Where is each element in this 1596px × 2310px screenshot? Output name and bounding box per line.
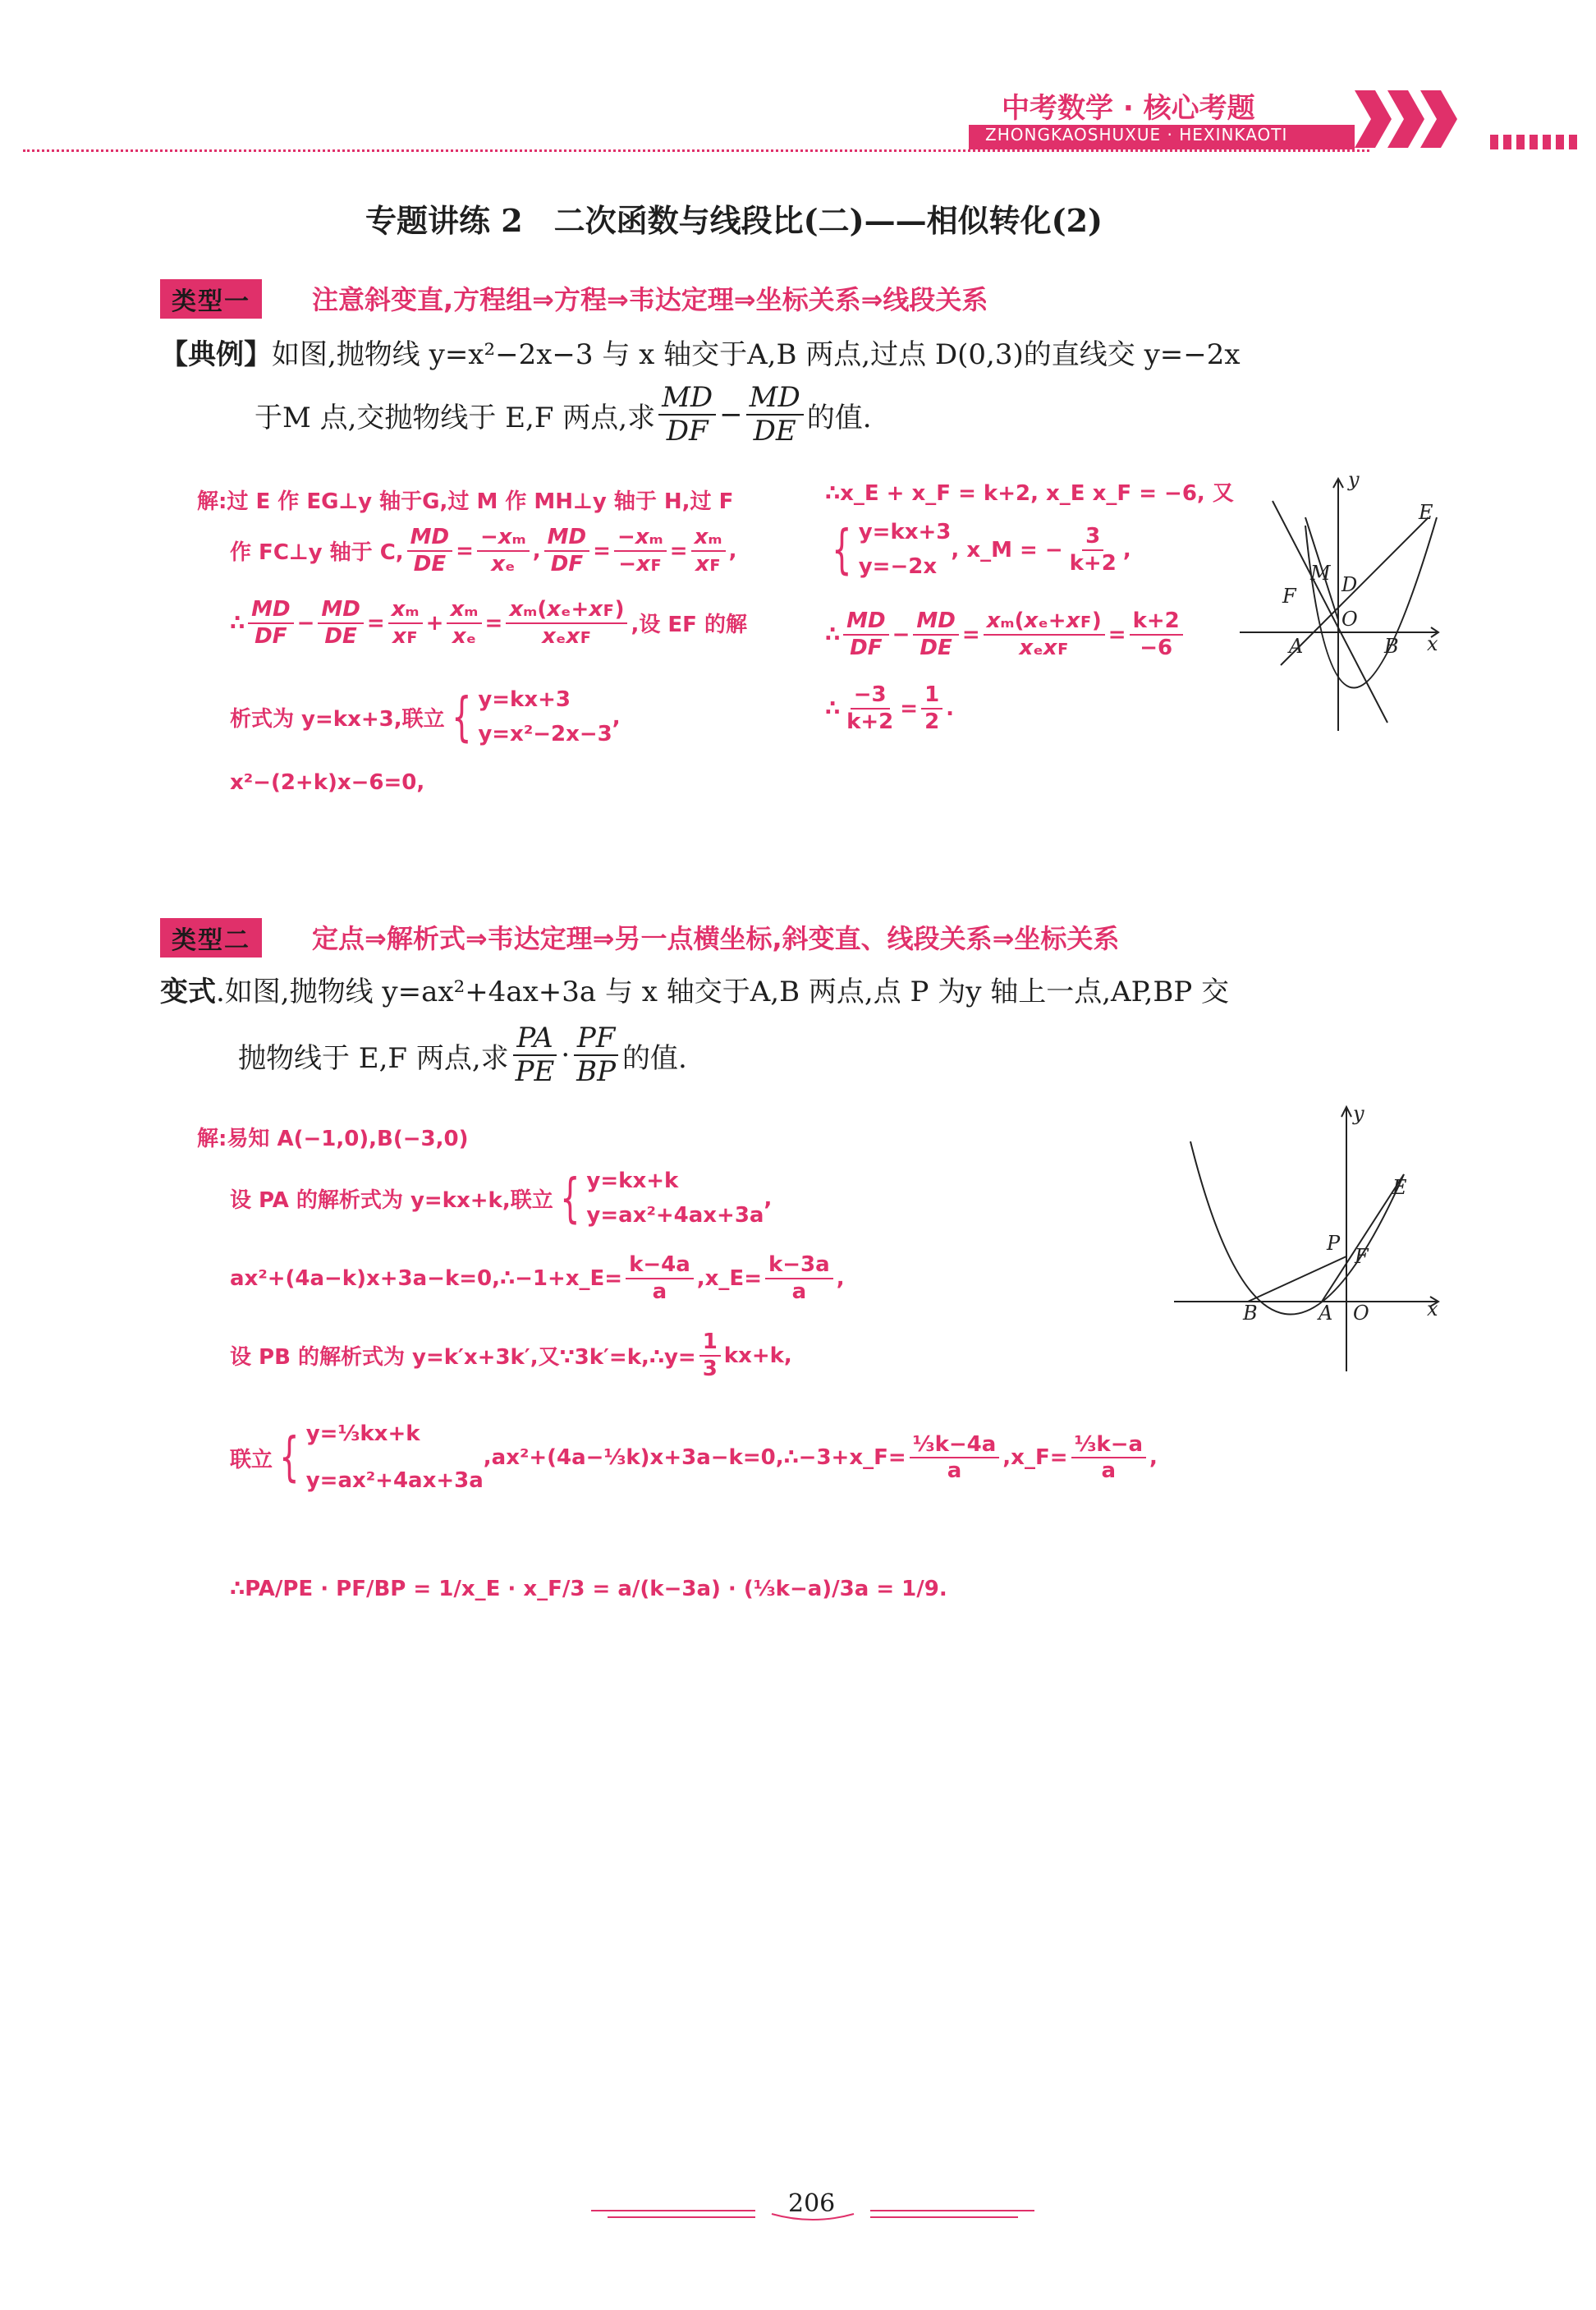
solution1-right2: { y=kx+3 y=−2x , x_M = − $\frac{3}{k+2}$ , — [832, 519, 1131, 581]
axis-label-x: x — [1427, 1297, 1438, 1320]
header-pinyin: ZHONGKAOSHUXUE · HEXINKAOTI — [985, 125, 1288, 145]
solution1-line5: x²−(2+k)x−6=0, — [230, 770, 425, 795]
section1-heading: 注意斜变直,方程组⇒方程⇒韦达定理⇒坐标关系⇒线段关系 — [312, 284, 988, 315]
solution2-line4: 设 PB 的解析式为 y=k′x+3k′,又∵3k′=k,∴y= $\frac{1}{3}$ kx+k, — [230, 1330, 792, 1381]
page-number: 206 — [788, 2189, 836, 2218]
axis-label-y: y — [1353, 1102, 1364, 1125]
point-label-m: M — [1310, 562, 1331, 585]
problem-text: 如图,抛物线 y=x²−2x−3 与 x 轴交于A,B 两点,过点 D(0,3)的直线交 y=−2x — [272, 338, 1241, 371]
point-label-e: E — [1419, 501, 1433, 524]
variant-label: 变式 — [160, 976, 216, 1008]
header-stripes — [1490, 131, 1580, 151]
page-title: 专题讲练 2 二次函数与线段比(二)——相似转化(2) — [365, 202, 1103, 239]
graph-variant — [1166, 1100, 1445, 1380]
point-label-o: O — [1341, 608, 1358, 631]
solution1-right4: ∴ $\frac{-3}{k+2}$ = $\frac{1}{2}$ . — [825, 682, 955, 734]
point-label-f: F — [1282, 585, 1296, 608]
problem-text: 抛物线于 E,F 两点,求 — [238, 1041, 509, 1075]
solution1-right1: ∴x_E + x_F = k+2, x_E x_F = −6, 又 — [825, 481, 1234, 506]
point-label-b: B — [1243, 1302, 1258, 1325]
graph-example — [1231, 468, 1461, 739]
problem-text: 于M 点,交抛物线于 E,F 两点,求 — [255, 401, 656, 434]
header-banner — [969, 82, 1396, 156]
solution2-line6: ∴PA/PE · PF/BP = 1/x_E · x_F/3 = a/(k−3a) · (⅓k−a)/3a = 1/9. — [230, 1577, 947, 1601]
section2-heading: 定点⇒解析式⇒韦达定理⇒另一点横坐标,斜变直、线段关系⇒坐标关系 — [312, 923, 1120, 954]
point-label-f: F — [1355, 1245, 1369, 1268]
problem-text: 的值. — [622, 1041, 687, 1075]
point-label-b: B — [1384, 635, 1399, 658]
example-problem-line2: 于M 点,交抛物线于 E,F 两点,求 $\frac{MD}{DF}$ − $\frac{MD}{DE}$ 的值. — [255, 381, 872, 448]
type-tag-2: 类型二 — [160, 918, 262, 958]
point-label-o: O — [1353, 1302, 1369, 1325]
axis-label-x: x — [1427, 632, 1438, 655]
solution2-line2: 设 PA 的解析式为 y=kx+k,联立 { y=kx+k y=ax²+4ax+3a , — [230, 1168, 773, 1229]
solution1-line2: 作 FC⊥y 轴于 C, $\frac{MD}{DE}$ = $\frac{\text{−xₘ}}{\text{xₑ}}$ , $\frac{MD}{DF}$ = $\frac{\text{−xₘ}}{\text{−xꜰ}}$ = $\frac{\text{xₘ}}{\text{xꜰ}}$ , — [230, 525, 737, 576]
point-label-a: A — [1319, 1302, 1333, 1325]
solution1-line4: 析式为 y=kx+3,联立 { y=kx+3 y=x²−2x−3 , — [230, 687, 621, 748]
point-label-p: P — [1327, 1232, 1341, 1255]
problem-text: .如图,抛物线 y=ax²+4ax+3a 与 x 轴交于A,B 两点,点 P 为y 轴上一点,AP,BP 交 — [216, 976, 1230, 1008]
variant-problem-line1 — [160, 969, 1229, 1009]
variant-problem-line2: 抛物线于 E,F 两点,求 $\frac{PA}{PE}$ · $\frac{PF}{BP}$ 的值. — [238, 1022, 687, 1089]
axis-label-y: y — [1348, 468, 1360, 491]
solution2-line3: ax²+(4a−k)x+3a−k=0,∴−1+x_E= $\frac{k-4a}{a}$ ,x_E= $\frac{k-3a}{a}$ , — [230, 1252, 845, 1304]
solution1-line1: 解:过 E 作 EG⊥y 轴于G,过 M 作 MH⊥y 轴于 H,过 F — [197, 489, 734, 514]
solution2-line5: 联立 { y=⅓kx+k y=ax²+4ax+3a ,ax²+(4a−⅓k)x+3a−k=0,∴−3+x_F= $\frac{\text{⅓k−4a}}{a}$ ,x_F= $\frac{\text{⅓k−a}}{a}$ , — [230, 1421, 1158, 1494]
point-label-a: A — [1289, 635, 1304, 658]
example-label: 【典例】 — [160, 338, 272, 371]
fraction: $\frac{MD}{DE}$ — [746, 383, 804, 448]
problem-text: 的值. — [806, 401, 872, 434]
solution1-line3: ∴ $\frac{MD}{DF}$ − $\frac{MD}{DE}$ = $\frac{\text{xₘ}}{\text{xꜰ}}$ + $\frac{\text{xₘ}}{\text{xₑ}}$ = $\frac{\text{xₘ(xₑ+xꜰ)}}{\text{xₑxꜰ}}$ ,设 EF 的解 — [230, 597, 747, 649]
chevron-icon — [1355, 82, 1478, 156]
header-title: 中考数学 · 核心考题 — [1002, 92, 1255, 125]
fraction: $\frac{MD}{DF}$ — [658, 383, 716, 448]
type-tag-1: 类型一 — [160, 279, 262, 319]
example-problem-line1 — [160, 332, 1241, 372]
point-label-e: E — [1392, 1176, 1407, 1199]
solution1-right3: ∴ $\frac{MD}{DF}$ − $\frac{MD}{DE}$ = $\frac{\text{xₘ(xₑ+xꜰ)}}{\text{xₑxꜰ}}$ = $\frac{k+2}{-6}$ — [825, 609, 1186, 659]
point-label-d: D — [1341, 573, 1358, 596]
solution2-line1: 解:易知 A(−1,0),B(−3,0) — [197, 1127, 469, 1151]
